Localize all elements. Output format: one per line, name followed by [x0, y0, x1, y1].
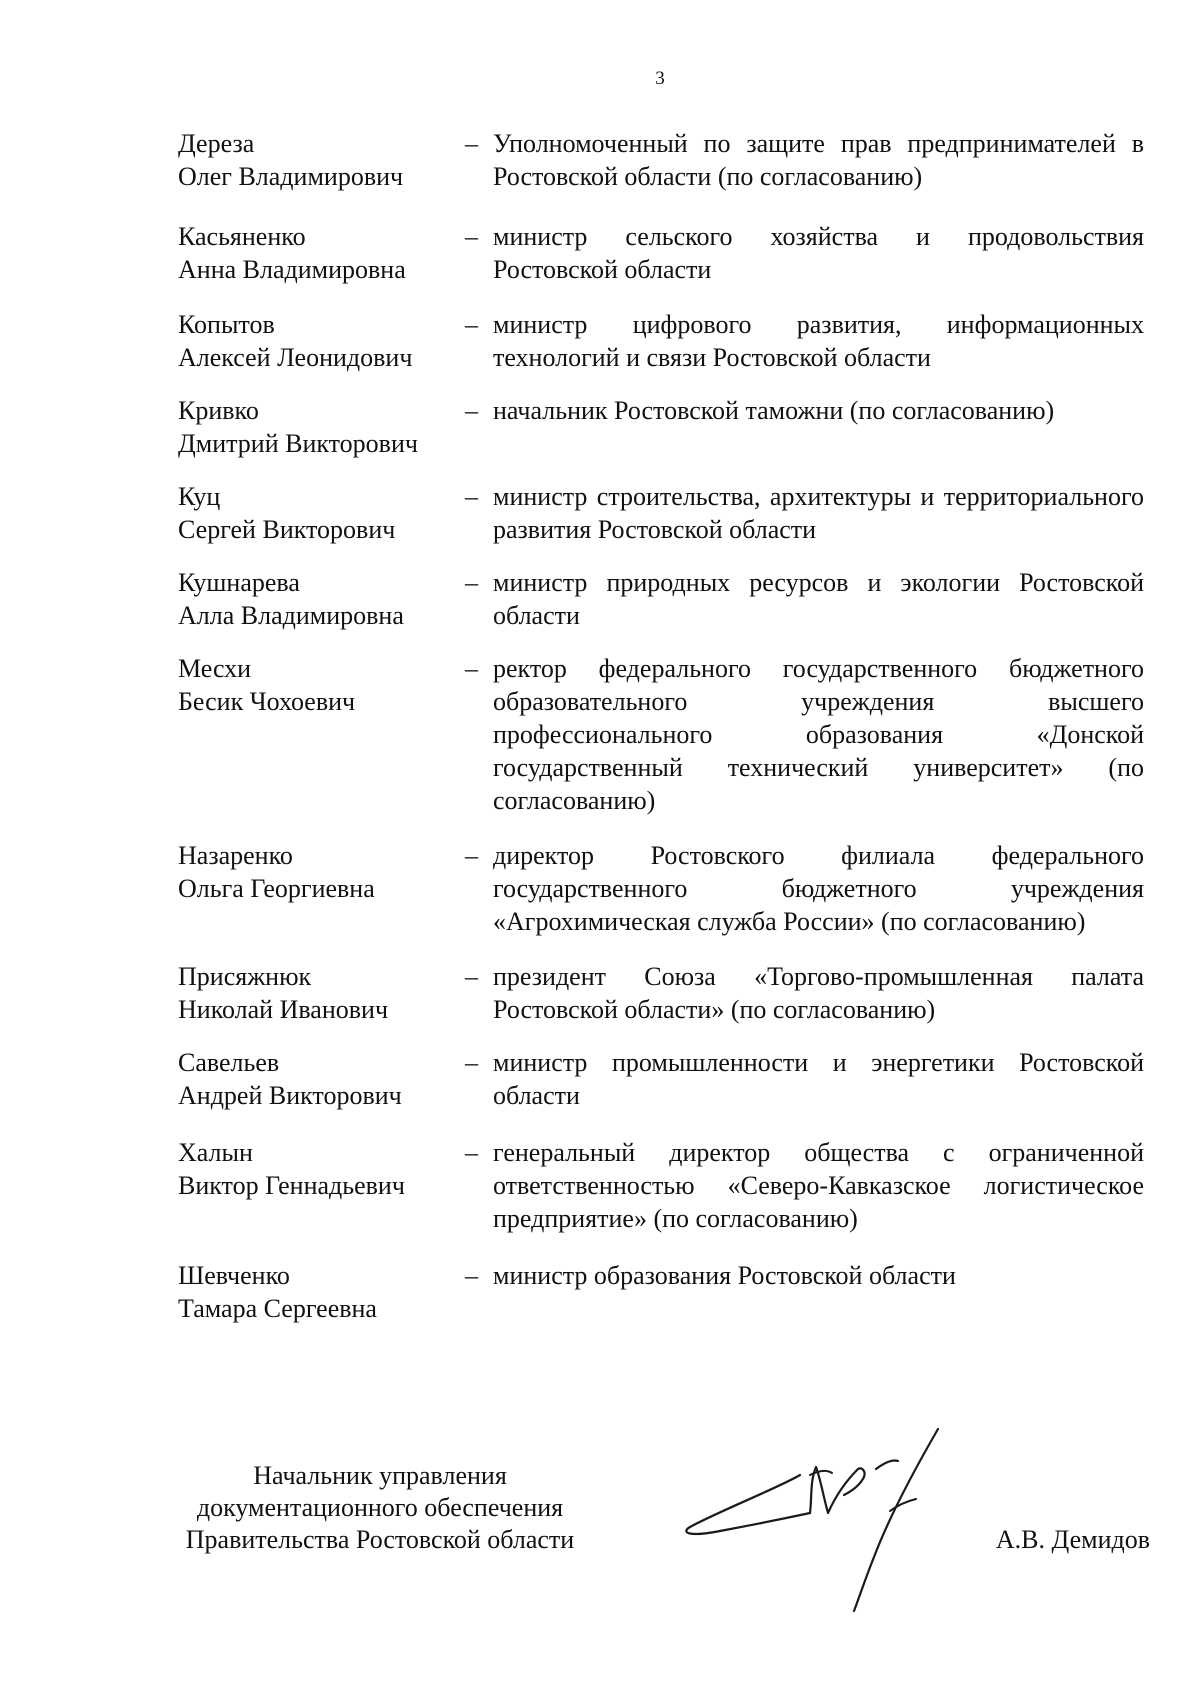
member-given-names: Виктор Геннадьевич — [178, 1171, 405, 1200]
member-full-name — [178, 308, 465, 374]
member-given-names: Николай Иванович — [178, 995, 389, 1024]
member-surname: Шевченко — [178, 1261, 290, 1290]
dash-separator: – — [465, 962, 478, 991]
dash-separator: – — [465, 568, 478, 597]
dash-separator: – — [465, 396, 478, 425]
dash-separator: – — [465, 654, 478, 683]
signer-title-line: Правительства Ростовской области — [185, 1525, 575, 1554]
dash-separator: – — [465, 1261, 478, 1290]
member-position: ректор федерального государственного бюджетного образовательного учреждения высшего профессионального образования «Донской государственный технический университет» (по согласованию) — [493, 654, 1144, 815]
member-given-names: Тамара Сергеевна — [178, 1294, 377, 1323]
member-position: директор Ростовского филиала федерального государственного бюджетного учреждения «Агрохимическая служба России» (по согласованию) — [493, 841, 1144, 936]
member-surname: Кушнарева — [178, 568, 300, 597]
dash-separator: – — [465, 129, 478, 158]
signer-title-line: документационного обеспечения — [196, 1493, 564, 1522]
member-position: министр сельского хозяйства и продовольствия Ростовской области — [493, 222, 1144, 284]
member-surname: Присяжнюк — [178, 962, 312, 991]
member-full-name — [178, 566, 465, 632]
list-item — [178, 960, 1144, 1026]
member-position: министр промышленности и энергетики Ростовской области — [493, 1048, 1144, 1110]
dash-separator: – — [465, 482, 478, 511]
member-full-name — [178, 652, 465, 718]
member-given-names: Анна Владимировна — [178, 255, 406, 284]
member-full-name — [178, 1259, 465, 1325]
dash-separator: – — [465, 841, 478, 870]
member-full-name — [178, 220, 465, 286]
member-given-names: Сергей Викторович — [178, 515, 396, 544]
list-item — [178, 308, 1144, 374]
member-position: министр образования Ростовской области — [493, 1261, 956, 1290]
list-item — [178, 652, 1144, 817]
member-full-name — [178, 394, 465, 460]
member-given-names: Алексей Леонидович — [178, 343, 413, 372]
member-position: начальник Ростовской таможни (по согласованию) — [493, 396, 1055, 425]
list-item — [178, 220, 1144, 286]
member-given-names: Алла Владимировна — [178, 601, 404, 630]
member-full-name — [178, 839, 465, 905]
member-full-name — [178, 480, 465, 546]
member-list — [178, 127, 1144, 1325]
member-surname: Месхи — [178, 654, 252, 683]
member-position: министр строительства, архитектуры и территориального развития Ростовской области — [493, 482, 1144, 544]
member-full-name — [178, 960, 465, 1026]
list-item — [178, 1136, 1144, 1235]
handwritten-signature — [660, 1415, 960, 1615]
member-position: министр природных ресурсов и экологии Ростовской области — [493, 568, 1144, 630]
member-given-names: Андрей Викторович — [178, 1081, 402, 1110]
member-surname: Кривко — [178, 396, 259, 425]
member-surname: Халын — [178, 1138, 253, 1167]
dash-separator: – — [465, 310, 478, 339]
member-surname: Копытов — [178, 310, 275, 339]
member-surname: Касьяненко — [178, 222, 306, 251]
member-full-name — [178, 1136, 465, 1202]
signature-block — [160, 1460, 1150, 1630]
dash-separator: – — [465, 1138, 478, 1167]
member-surname: Куц — [178, 482, 221, 511]
signer-title — [160, 1460, 600, 1556]
list-item — [178, 839, 1144, 938]
signer-title-line: Начальник управления — [253, 1461, 507, 1490]
member-position: президент Союза «Торгово-промышленная палата Ростовской области» (по согласованию) — [493, 962, 1144, 1024]
dash-separator: – — [465, 1048, 478, 1077]
member-position: министр цифрового развития, информационных технологий и связи Ростовской области — [493, 310, 1144, 372]
page-number: 3 — [655, 68, 665, 89]
member-position: генеральный директор общества с ограниченной ответственностью «Северо-Кавказское логистическое предприятие» (по согласованию) — [493, 1138, 1144, 1233]
member-given-names: Бесик Чохоевич — [178, 687, 356, 716]
member-given-names: Дмитрий Викторович — [178, 429, 418, 458]
list-item — [178, 1046, 1144, 1112]
dash-separator: – — [465, 222, 478, 251]
member-full-name — [178, 1046, 465, 1112]
signer-name: А.В. Демидов — [995, 1525, 1150, 1554]
list-item — [178, 480, 1144, 546]
list-item — [178, 127, 1144, 193]
member-surname: Назаренко — [178, 841, 293, 870]
member-surname: Дереза — [178, 129, 255, 158]
member-full-name — [178, 127, 465, 193]
member-position: Уполномоченный по защите прав предпринимателей в Ростовской области (по согласованию) — [493, 129, 1144, 191]
member-surname: Савельев — [178, 1048, 280, 1077]
list-item — [178, 1259, 1144, 1325]
member-given-names: Олег Владимирович — [178, 162, 404, 191]
list-item — [178, 566, 1144, 632]
list-item — [178, 394, 1144, 460]
member-given-names: Ольга Георгиевна — [178, 874, 375, 903]
